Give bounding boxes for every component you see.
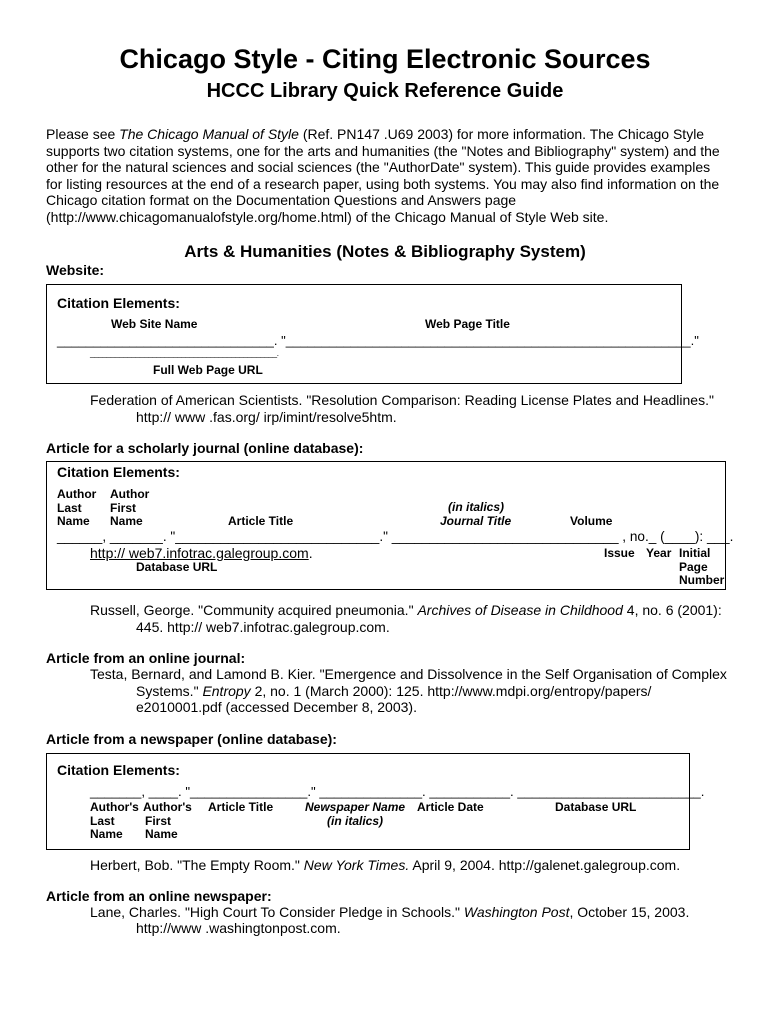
intro-text-2: (Ref. PN147 .U69 2003) for more information. The Chicago Style supports two citation systems, one for the arts and humanities (the "Notes and Bibliography" system) and the other for the natural sciences and social sciences (the "AuthorDate" system). This guide provides examples for listing resources at the end of a research paper, using both systems. You may also find information on the Chicago citation format on the Documentation Questions and Answers page (http://www.chicagomanualofstyle.org/home.html) of the Chicago Manual of Style Web site. [46, 126, 720, 225]
label-initial-page-number [679, 547, 724, 588]
journal-online-example-line-3: e2010001.pdf (accessed December 8, 2003). [136, 699, 417, 715]
newspaper-db-example [90, 857, 680, 874]
website-template-line-1: ______________________________. "________________________________________________________." [57, 333, 699, 348]
label-first: First [145, 813, 172, 828]
newspaper-online-heading: Article from an online newspaper: [46, 888, 272, 904]
ex-newspaper-title: New York Times. [303, 857, 410, 873]
ex-text: Russell, George. "Community acquired pneumonia." [90, 602, 418, 618]
label-number: Number [679, 573, 725, 587]
label-first: First [110, 500, 137, 515]
website-heading: Website: [46, 262, 105, 278]
website-citation-elements: Citation Elements: [57, 295, 180, 311]
label-year: Year [646, 546, 672, 560]
ex-text: 4, no. 6 (2001): [622, 602, 722, 618]
label-author: Author [57, 487, 97, 501]
newspaper-db-template-line: _______, ____. "________________." ______________. ___________. _________________________. [90, 784, 705, 799]
label-author-first-name [110, 488, 149, 529]
label-in-italics-text: (in italics) [327, 813, 384, 828]
journal-db-url-end: . [308, 545, 313, 561]
label-last: Last [90, 813, 115, 828]
website-example-line-2: http:// www .fas.org/ irp/imint/resolve5htm. [136, 409, 397, 425]
label-author: Author [110, 487, 150, 501]
label-authors: Author's [143, 800, 192, 814]
journal-db-heading: Article for a scholarly journal (online database): [46, 440, 364, 456]
journal-db-url-line [90, 545, 313, 561]
label-newspaper-name-text: Newspaper Name [305, 800, 406, 814]
journal-db-url[interactable]: http:// web7.infotrac.galegroup.com [90, 545, 309, 561]
label-database-url: Database URL [136, 560, 218, 574]
journal-online-example-line-1: Testa, Bernard, and Lamond B. Kier. "Emergence and Dissolvence in the Self Organisation of Complex [90, 666, 727, 682]
label-page: Page [679, 559, 708, 574]
intro-manual-title: The Chicago Manual of Style [119, 126, 299, 142]
label-newspaper-name [305, 801, 405, 828]
newspaper-db-heading: Article from a newspaper (online database): [46, 731, 337, 747]
ex-text: April 9, 2004. http://galenet.galegroup.com. [409, 857, 681, 873]
label-journal-title-text: Journal Title [440, 514, 512, 528]
label-authors-last-name [90, 801, 139, 842]
section-heading: Arts & Humanities (Notes & Bibliography System) [184, 242, 586, 261]
ex-newspaper-title: Washington Post [463, 904, 570, 920]
website-template-line-2: _____________________________________________. [90, 349, 279, 358]
label-article-date: Article Date [417, 800, 484, 814]
label-web-site-name: Web Site Name [111, 317, 198, 331]
ex-text: Lane, Charles. "High Court To Consider Pledge in Schools." [90, 904, 464, 920]
label-author-last-name [57, 488, 96, 529]
label-authors: Author's [90, 800, 139, 814]
intro-paragraph [46, 126, 726, 226]
label-name: Name [57, 514, 90, 528]
journal-db-example-line-1 [90, 602, 722, 619]
website-example-line-1: Federation of American Scientists. "Resolution Comparison: Reading License Plates and Headlines." [90, 392, 714, 408]
label-name: Name [145, 827, 178, 841]
label-authors-first-name [143, 801, 192, 842]
page-title: Chicago Style - Citing Electronic Sources [119, 44, 651, 74]
ex-journal-title: Archives of Disease in Childhood [417, 602, 623, 618]
label-article-title: Article Title [228, 514, 294, 528]
newspaper-db-citation-elements: Citation Elements: [57, 762, 180, 778]
newspaper-online-example-line-1 [90, 904, 689, 921]
label-name: Name [110, 514, 143, 528]
ex-text: Herbert, Bob. "The Empty Room." [90, 857, 304, 873]
label-in-italics-text: (in italics) [448, 500, 505, 514]
journal-db-example-line-2: 445. http:// web7.infotrac.galegroup.com. [136, 619, 390, 635]
ex-text: , October 15, 2003. [569, 904, 690, 920]
label-in-italics [448, 501, 504, 515]
ex-text: Systems." [136, 683, 203, 699]
intro-text-1: Please see [46, 126, 120, 142]
label-database-url: Database URL [555, 800, 637, 814]
ex-journal-title: Entropy [202, 683, 251, 699]
journal-db-citation-elements: Citation Elements: [57, 464, 180, 480]
label-issue: Issue [604, 546, 635, 560]
label-article-title: Article Title [208, 800, 274, 814]
newspaper-online-example-line-2: http://www .washingtonpost.com. [136, 920, 341, 936]
journal-online-heading: Article from an online journal: [46, 650, 246, 666]
label-journal-title [440, 515, 511, 529]
label-last: Last [57, 500, 82, 515]
page-subtitle: HCCC Library Quick Reference Guide [206, 80, 564, 102]
label-web-page-title: Web Page Title [425, 317, 510, 331]
journal-db-template-line: ______, _______. "___________________________." ______________________________ , no._ (____): ___. [57, 529, 734, 544]
label-volume: Volume [570, 514, 613, 528]
journal-online-example-line-2 [136, 683, 651, 700]
label-full-web-page-url: Full Web Page URL [153, 363, 263, 377]
ex-text: 2, no. 1 (March 2000): 125. http://www.mdpi.org/entropy/papers/ [250, 683, 652, 699]
label-initial: Initial [679, 546, 711, 560]
label-name: Name [90, 827, 123, 841]
